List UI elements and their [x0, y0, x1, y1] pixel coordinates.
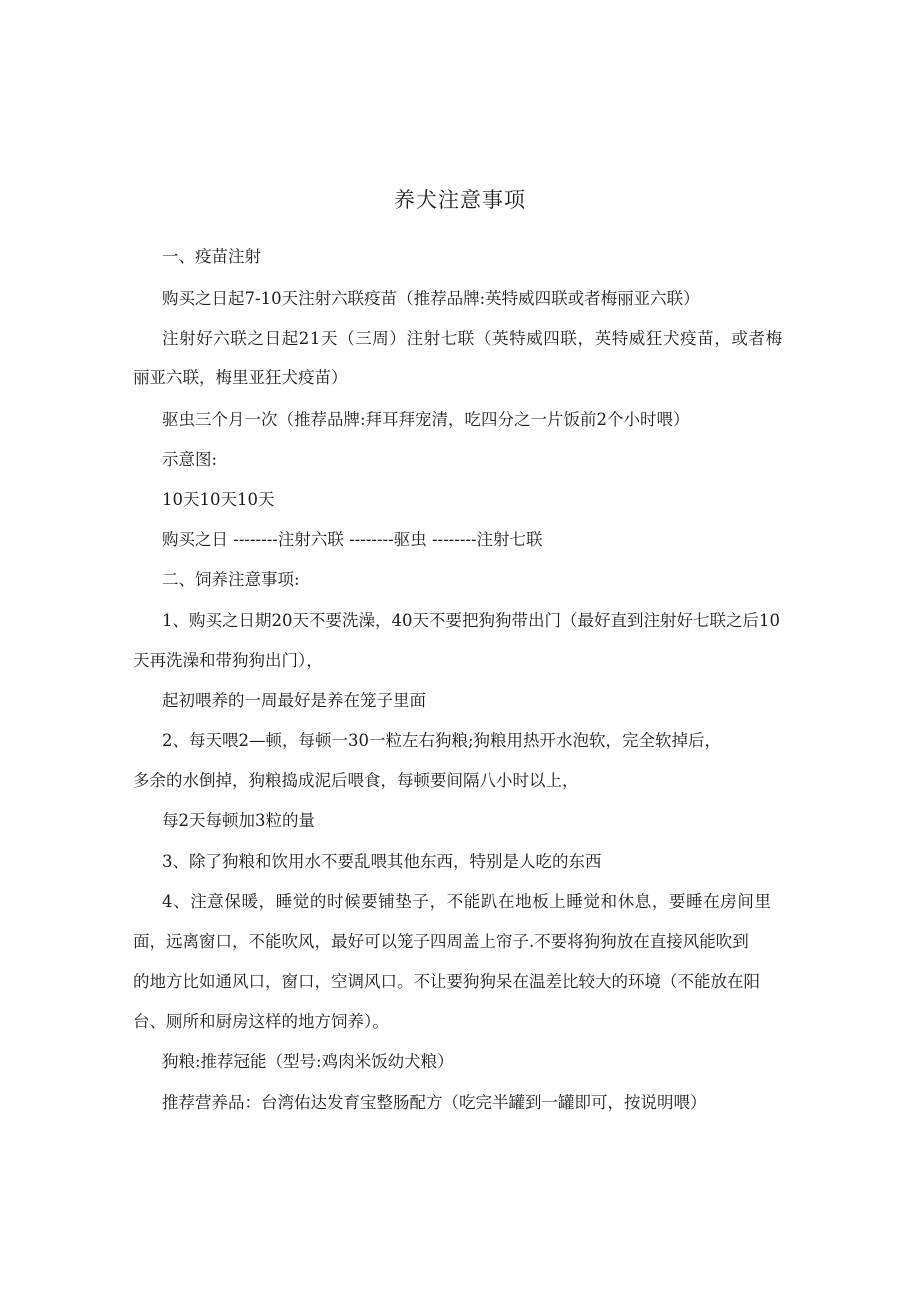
paragraph-line: 台、厕所和厨房这样的地方饲养）。: [133, 1012, 389, 1031]
paragraph-line: 示意图:: [162, 450, 218, 469]
paragraph-line: 购买之日起7-10天注射六联疫苗（推荐品牌:英特威四联或者梅丽亚六联）: [162, 289, 700, 308]
paragraph-line: 面，远离窗口，不能吹风，最好可以笼子四周盖上帘子.不要将狗狗放在直接风能吹到: [133, 932, 749, 951]
diagram-timeline: 购买之日 --------注射六联 --------驱虫 --------注射七联: [162, 530, 543, 549]
section-heading-vaccine: 一、疫苗注射: [162, 247, 261, 266]
diagram-intervals: 10天10天10天: [162, 490, 275, 509]
paragraph-line: 多余的水倒掉，狗粮捣成泥后喂食，每顿要间隔八小时以上，: [133, 771, 579, 790]
document-title: 养犬注意事项: [394, 188, 526, 212]
paragraph-line: 3、除了狗粮和饮用水不要乱喂其他东西，特别是人吃的东西: [162, 852, 602, 871]
paragraph-line: 推荐营养品：台湾佑达发育宝整肠配方（吃完半罐到一罐即可，按说明喂）: [162, 1093, 707, 1112]
paragraph-line: 起初喂养的一周最好是养在笼子里面: [162, 691, 426, 710]
paragraph-line: 1、购买之日期20天不要洗澡，40天不要把狗狗带出门（最好直到注射好七联之后10: [162, 611, 780, 630]
paragraph-line: 注射好六联之日起21天（三周）注射七联（英特威四联，英特威狂犬疫苗，或者梅: [162, 329, 783, 348]
section-heading-feeding: 二、饲养注意事项:: [162, 570, 300, 589]
paragraph-line: 每2天每顿加3粒的量: [162, 811, 315, 830]
paragraph-line: 天再洗澡和带狗狗出门），: [133, 651, 323, 670]
paragraph-line: 驱虫三个月一次（推荐品牌:拜耳拜宠清，吃四分之一片饭前2个小时喂）: [162, 410, 690, 429]
paragraph-line: 丽亚六联，梅里亚狂犬疫苗）: [133, 368, 348, 387]
paragraph-line: 2、每天喂2—顿，每顿一30一粒左右狗粮;狗粮用热开水泡软，完全软掉后，: [162, 731, 722, 750]
paragraph-line: 的地方比如通风口，窗口，空调风口。不让要狗狗呆在温差比较大的环境（不能放在阳: [133, 972, 760, 991]
paragraph-line: 4、注意保暖，睡觉的时候要铺垫子，不能趴在地板上睡觉和休息，要睡在房间里: [162, 892, 772, 911]
paragraph-line: 狗粮:推荐冠能（型号:鸡肉米饭幼犬粮）: [162, 1052, 454, 1071]
